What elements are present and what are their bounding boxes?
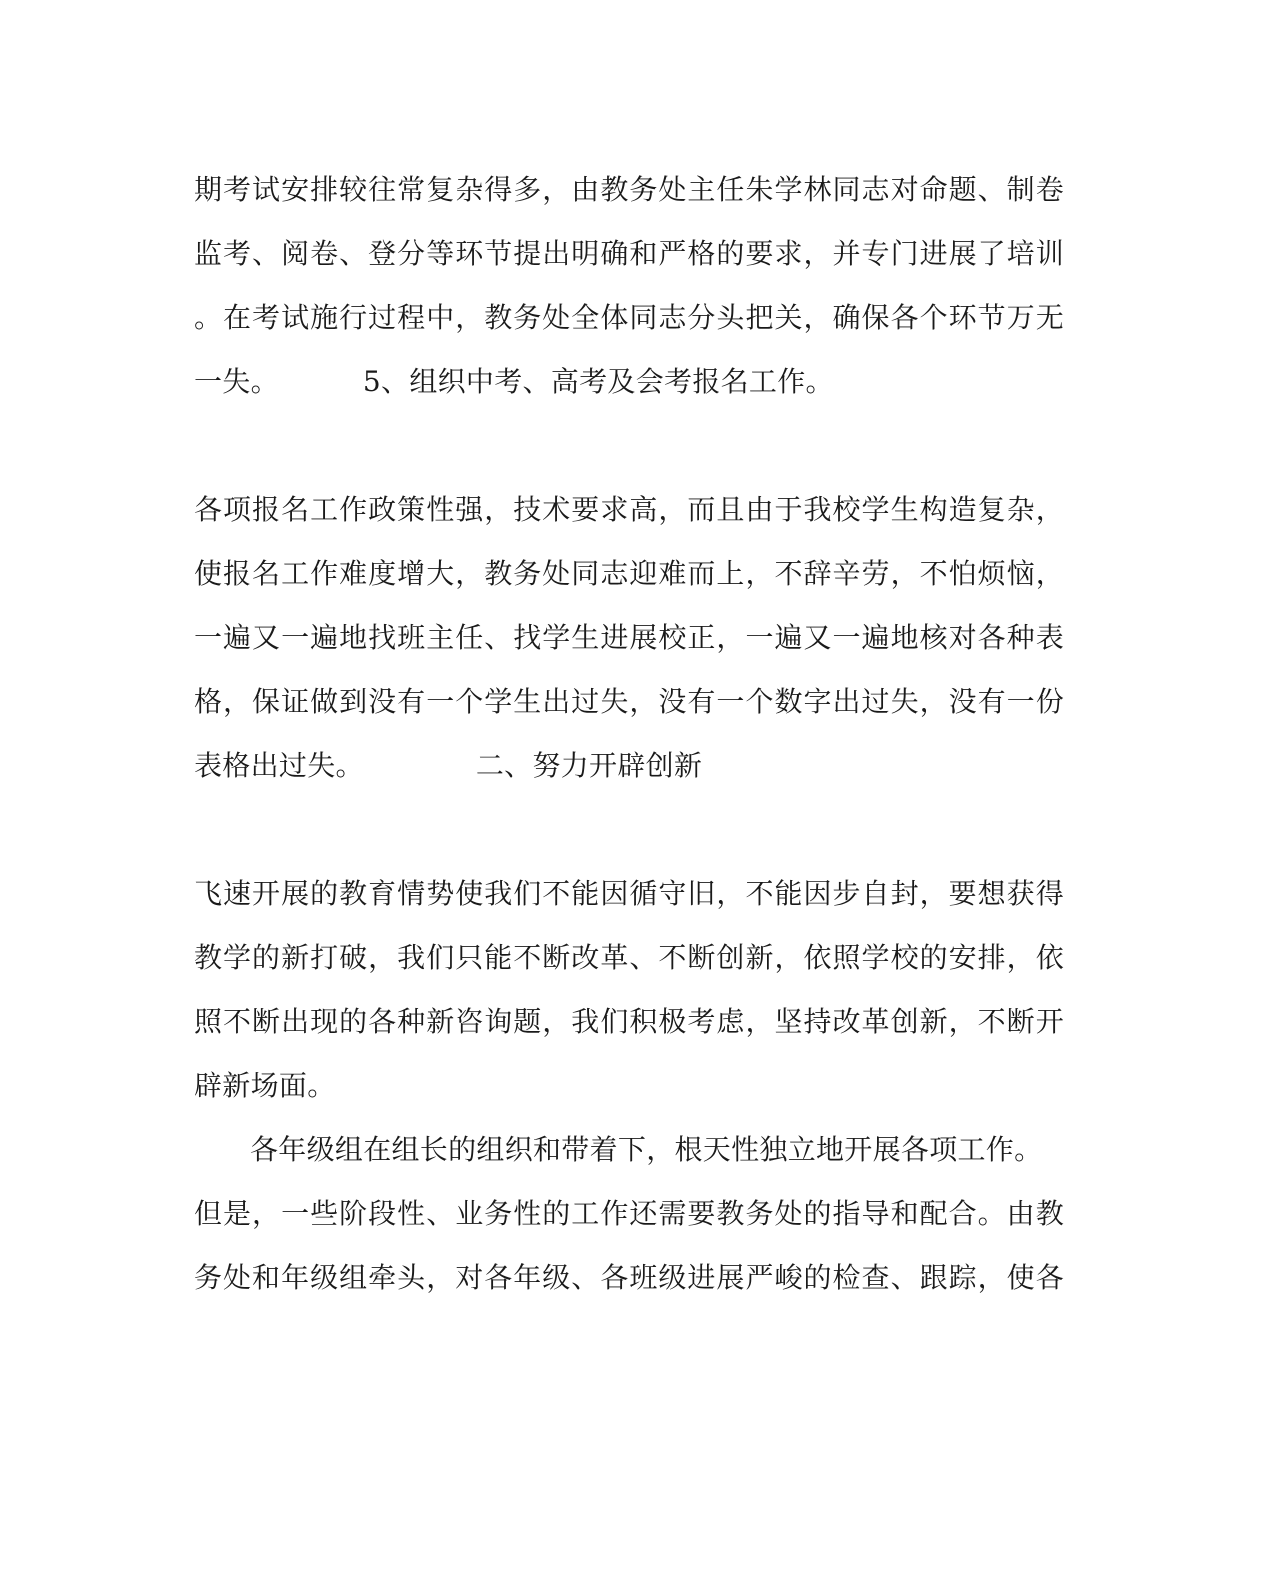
text-line: 但是，一些阶段性、业务性的工作还需要教务处的指导和配合。由教 — [194, 1197, 1064, 1230]
text-line: 。在考试施行过程中，教务处全体同志分头把关，确保各个环节万无 — [194, 301, 1064, 334]
section-item-title: 5、组织中考、高考及会考报名工作。 — [362, 365, 834, 398]
text-line — [194, 746, 1064, 786]
text-line: 监考、阅卷、登分等环节提出明确和严格的要求，并专门进展了培训 — [194, 237, 1064, 270]
text-line: 务处和年级组牵头，对各年级、各班级进展严峻的检查、跟踪，使各 — [194, 1261, 1064, 1294]
text-line: 使报名工作难度增大，教务处同志迎难而上，不辞辛劳，不怕烦恼， — [194, 557, 1064, 590]
text-line: 照不断出现的各种新咨询题，我们积极考虑，坚持改革创新，不断开 — [194, 1005, 1064, 1038]
indented-text-line: 各年级组在组长的组织和带着下，根天性独立地开展各项工作。 — [250, 1133, 1043, 1166]
text-line — [194, 362, 1064, 402]
text-line: 一遍又一遍地找班主任、找学生进展校正，一遍又一遍地核对各种表 — [194, 621, 1064, 654]
text-line: 期考试安排较往常复杂得多，由教务处主任朱学林同志对命题、制卷 — [194, 173, 1064, 206]
text-line: 格，保证做到没有一个学生出过失，没有一个数字出过失，没有一份 — [194, 685, 1064, 718]
text-line: 各项报名工作政策性强，技术要求高，而且由于我校学生构造复杂， — [194, 493, 1064, 526]
text-segment: 表格出过失。 — [194, 749, 364, 782]
section-heading: 二、努力开辟创新 — [475, 749, 703, 782]
text-line: 飞速开展的教育情势使我们不能因循守旧，不能因步自封，要想获得 — [194, 877, 1064, 910]
text-segment: 一失。 — [194, 365, 279, 398]
text-line: 教学的新打破，我们只能不断改革、不断创新，依照学校的安排，依 — [194, 941, 1064, 974]
text-line: 辟新场面。 — [194, 1069, 336, 1102]
